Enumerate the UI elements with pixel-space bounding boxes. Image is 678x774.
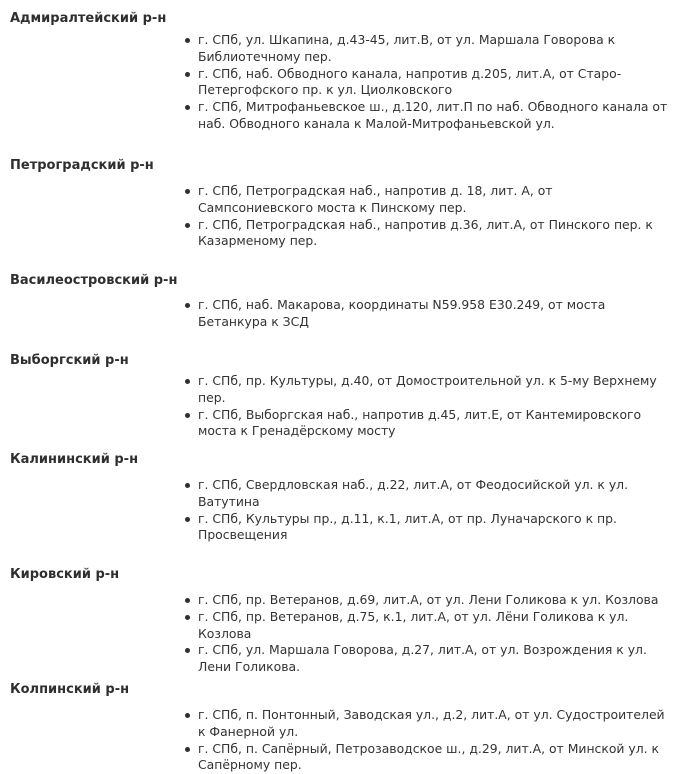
district-title: Адмиралтейский р-н [10,11,167,26]
address-item [10,66,670,100]
bullet-icon [185,747,190,752]
address-text: г. СПб, п. Понтонный, Заводская ул., д.2, лит.А, от ул. Судостроителей к Фанерной ул. [198,707,665,739]
address-list [10,183,670,250]
bullet-icon [185,598,190,603]
address-text: г. СПб, ул. Шкапина, д.43-45, лит.В, от ул. Маршала Говорова к Библиотечному пер. [198,32,616,64]
bullet-icon [185,72,190,77]
district-title: Василеостровский р-н [10,273,178,288]
address-list [10,373,670,440]
district-title: Кировский р-н [10,567,120,582]
bullet-icon [185,615,190,620]
district-section [10,681,670,774]
district-section [10,272,670,331]
district-title: Калининский р-н [10,452,139,467]
address-text: г. СПб, наб. Обводного канала, напротив д.205, лит.А, от Старо-Петергофского пр. к ул. Циолковского [198,65,622,98]
address-text: г. СПб, ул. Маршала Говорова, д.27, лит.А, от ул. Возрождения к ул. Лени Голикова. [198,642,647,675]
address-item [10,477,670,511]
address-text: г. СПб, пр. Культуры, д.40, от Домостроительной ул. к 5-му Верхнему пер. [198,373,657,405]
address-item [10,642,670,676]
address-item [10,511,670,545]
bullet-icon [185,413,190,418]
address-item [10,373,670,407]
bullet-icon [185,713,190,718]
address-item [10,99,670,133]
bullet-icon [185,38,190,43]
address-text: г. СПб, п. Сапёрный, Петрозаводское ш., д.29, лит.А, от Минской ул. к Сапёрному пер. [198,740,660,773]
bullet-icon [185,483,190,488]
district-section [10,10,670,133]
address-item [10,741,670,774]
address-text: г. СПб, Митрофаньевское ш., д.120, лит.П по наб. Обводного канала от наб. Обводного канала к Малой-Митрофаньевской ул. [198,99,668,131]
address-list [10,297,670,331]
address-text: г. СПб, Петроградская наб., напротив д.36, лит.А, от Пинского пер. к Казарменому пер. [198,216,653,249]
district-title: Колпинский р-н [10,682,130,697]
address-item [10,183,670,217]
address-item [10,217,670,251]
district-section [10,566,670,676]
district-title: Выборгский р-н [10,353,129,368]
district-section [10,352,670,440]
bullet-icon [185,379,190,384]
address-list [10,592,670,676]
bullet-icon [185,517,190,522]
address-text: г. СПб, наб. Макарова, координаты N59.958 E30.249, от моста Бетанкура к ЗСД [198,297,606,329]
district-section [10,451,670,544]
address-list [10,32,670,133]
bullet-icon [185,189,190,194]
address-item [10,32,670,66]
address-text: г. СПб, Петроградская наб., напротив д. 18, лит. А, от Сампсониевского моста к Пинскому пер. [198,183,553,215]
address-list [10,477,670,544]
address-text: г. СПб, Свердловская наб., д.22, лит.А, от Феодосийской ул. к ул. Ватутина [198,477,629,509]
address-text: г. СПб, Культуры пр., д.11, к.1, лит.А, от пр. Луначарского к пр. Просвещения [198,510,617,543]
address-item [10,592,670,609]
address-item [10,609,670,643]
bullet-icon [185,648,190,653]
address-text: г. СПб, Выборгская наб., напротив д.45, лит.Е, от Кантемировского моста к Гренадёрскому мосту [198,406,642,439]
address-item [10,707,670,741]
address-list [10,707,670,774]
district-section [10,157,670,250]
address-text: г. СПб, пр. Ветеранов, д.69, лит.А, от ул. Лени Голикова к ул. Козлова [198,592,659,607]
address-text: г. СПб, пр. Ветеранов, д.75, к.1, лит.А, от ул. Лёни Голикова к ул. Козлова [198,608,629,641]
address-item [10,297,670,331]
address-item [10,407,670,441]
bullet-icon [185,105,190,110]
bullet-icon [185,223,190,228]
district-title: Петроградский р-н [10,158,154,173]
bullet-icon [185,303,190,308]
